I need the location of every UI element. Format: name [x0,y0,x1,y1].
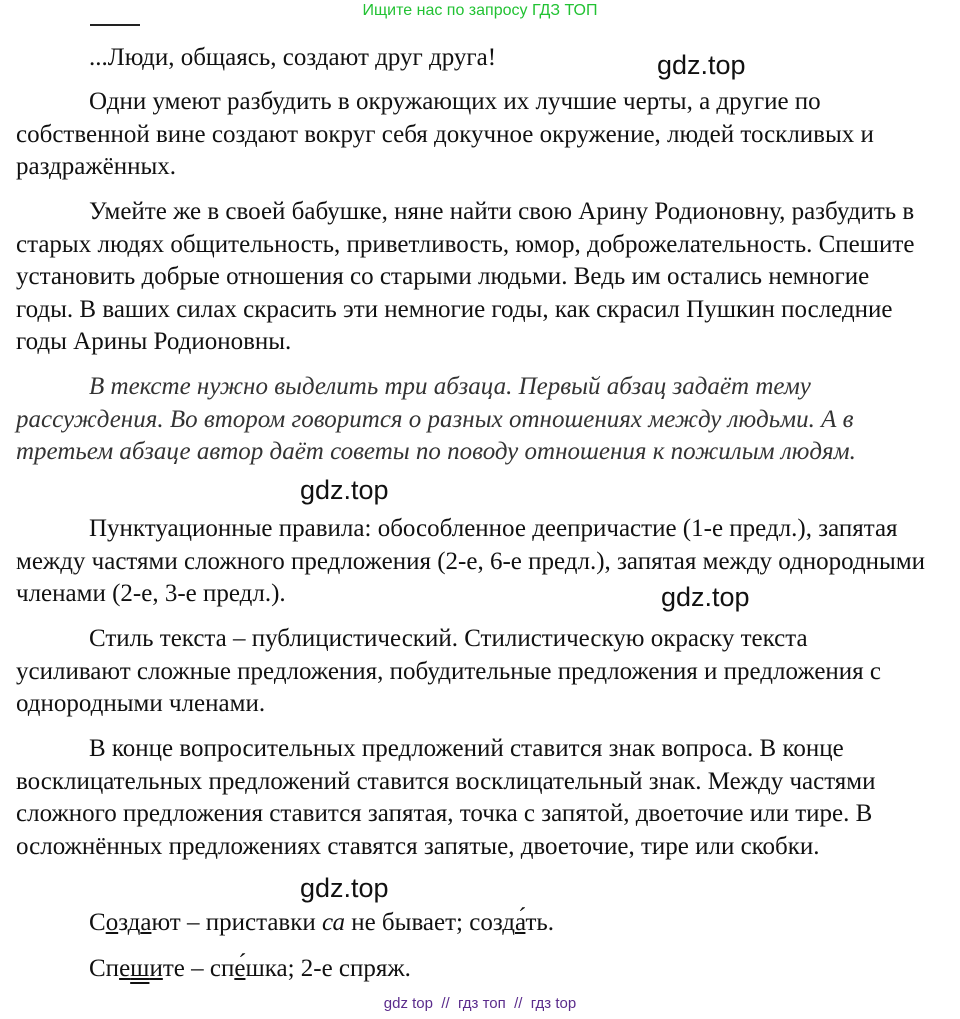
watermark-1: gdz.top [657,50,746,80]
watermark-2: gdz.top [300,475,389,505]
explanation-text: – приставки [180,909,322,936]
stressed-vowel: е́ [234,955,246,982]
word-analysis-line-1 [16,907,926,940]
underlined-vowel: и [149,955,163,982]
explanation-text: не бывает; созд [344,909,515,936]
explanation-text: шка; 2-е спряж. [245,955,411,982]
watermark-3: gdz.top [661,582,750,612]
word-part: С [89,909,106,936]
footer-watermark: gdz top // гдз топ // гдз top [383,995,577,1012]
explanation-text: ть. [525,909,555,936]
underlined-vowel: о [105,909,119,936]
double-underlined-consonant: ш [130,955,150,982]
word-analysis-line-2 [16,953,926,986]
paragraph-6: Стиль текста – публицистический. Стилистическую окраску текста усиливают сложные предложения, побудительные предложения и предложения с однородными членами. [16,625,882,717]
prefix-italic: са [322,909,345,936]
underlined-vowel: а [140,909,152,936]
stressed-vowel: а́ [514,909,526,936]
word-part: Сп [89,955,120,982]
top-banner: Ищите нас по запросу ГДЗ ТОП [362,2,598,19]
word-part: ют [151,909,181,936]
paragraph-5: Пунктуационные правила: обособленное деепричастие (1-е предл.), запятая между частями сложного предложения (2-е, 6-е предл.), запятая между однородными членами (2-е, 3-е предл.). [16,515,926,607]
paragraph-7: В конце вопросительных предложений ставится знак вопроса. В конце восклицательных предложений ставится восклицательный знак. Между частями сложного предложения ставится запятая, точка с запятой, двоеточие или тире. В осложнённых предложениях ставятся запятые, двоеточие, тире или скобки. [16,735,876,860]
paragraph-4-italic: В тексте нужно выделить три абзаца. Первый абзац задаёт тему рассуждения. Во втором говорится о разных отношениях между людьми. А в третьем абзаце автор даёт советы по поводу отношения к пожилым людям. [16,373,856,465]
paragraph-3: Умейте же в своей бабушке, няне найти свою Арину Родионовну, разбудить в старых людях общительность, приветливость, юмор, доброжелательность. Спешите установить добрые отношения со старыми людьми. Ведь им остались немногие годы. В ваших силах скрасить эти немногие годы, как скрасил Пушкин последние годы Арины Родионовны. [16,198,915,355]
top-rule [90,24,140,26]
explanation-text: – сп [184,955,235,982]
watermark-4: gdz.top [300,873,389,903]
word-part: зд [118,909,141,936]
word-part: те [162,955,185,982]
paragraph-2: Одни умеют разбудить в окружающих их лучшие черты, а другие по собственной вине создают вокруг себя докучное окружение, людей тоскливых и раздражённых. [16,88,874,180]
paragraph-1: ...Люди, общаясь, создают друг друга! [89,44,497,71]
underlined-vowel: е [119,955,131,982]
